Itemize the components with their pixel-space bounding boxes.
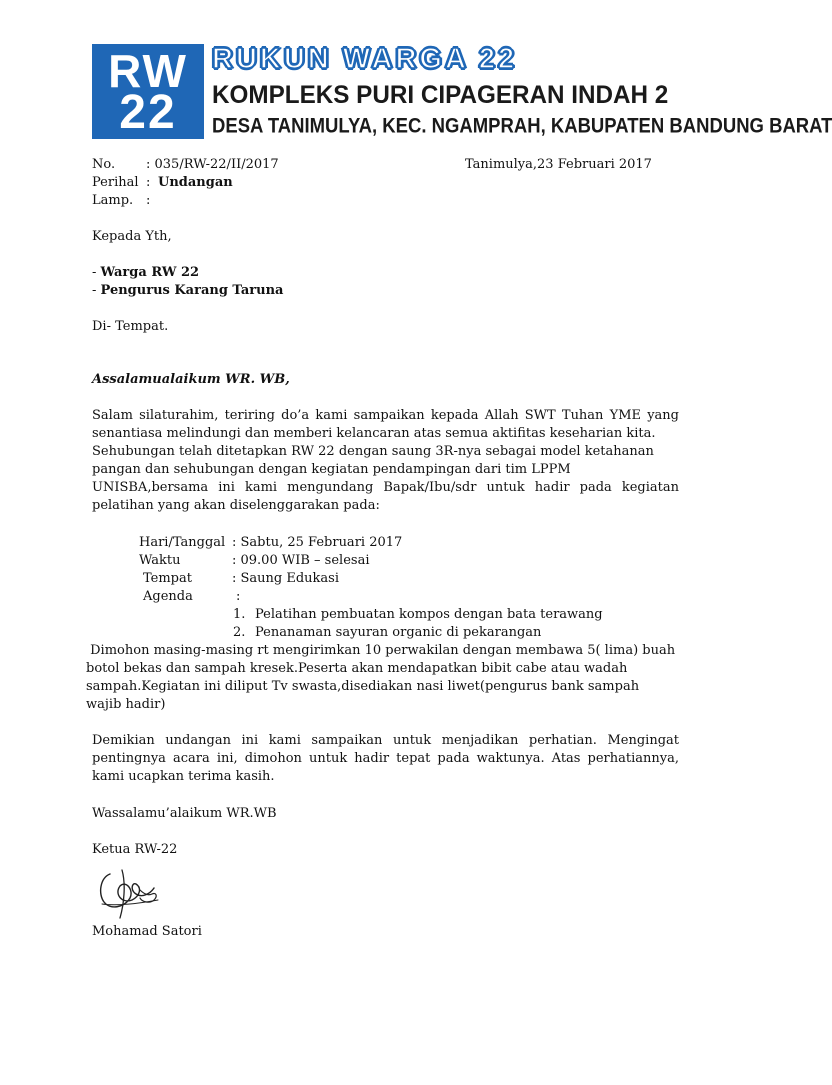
letterhead-address: DESA TANIMULYA, KEC. NGAMPRAH, KABUPATEN BANDUNG BARAT — [212, 113, 832, 138]
agenda-item-text: Pelatihan pembuatan kompos dengan bata terawang — [255, 607, 603, 622]
paragraph-line: Sehubungan telah ditetapkan RW 22 dengan saung 3R-nya sebagai model ketahanan — [92, 444, 654, 459]
paragraph-line: pentingnya acara ini, dimohon untuk hadir tepat pada waktunya. Atas perhatiannya, — [92, 751, 679, 766]
agenda-item-number: 2. — [233, 625, 246, 640]
logo-number-text: 22 — [119, 86, 177, 139]
paragraph-line: kami ucapkan terima kasih. — [92, 769, 275, 784]
paragraph-line: senantiasa melindungi dan memberi kelancaran atas semua aktifitas keseharian kita. — [92, 426, 656, 441]
paragraph-line: sampah.Kegiatan ini diliput Tv swasta,disediakan nasi liwet(pengurus bank sampah — [86, 679, 640, 694]
subject-separator: : — [146, 175, 151, 190]
paragraph-line: UNISBA,bersama ini kami mengundang Bapak/Ibu/sdr untuk hadir pada kegiatan — [92, 480, 679, 495]
recipient-prefix: - — [92, 283, 101, 298]
recipient-name: Warga RW 22 — [100, 265, 200, 280]
paragraph-line: pangan dan sehubungan dengan kegiatan pendampingan dari tim LPPM — [92, 462, 571, 477]
paragraph-line: Demikian undangan ini kami sampaikan untuk menjadikan perhatian. Mengingat — [92, 733, 679, 748]
paragraph-line: wajib hadir) — [86, 697, 166, 712]
recipient-item — [92, 264, 199, 282]
agenda-item-number: 1. — [233, 607, 246, 622]
signature-image — [96, 864, 162, 920]
attachment-label: Lamp. — [92, 193, 134, 208]
paragraph-line: pelatihan yang akan diselenggarakan pada: — [92, 498, 380, 513]
event-agenda-label: Agenda — [143, 589, 193, 604]
event-agenda-separator: : — [236, 589, 241, 604]
event-place-label: Tempat — [143, 571, 192, 586]
number-value: : 035/RW-22/II/2017 — [146, 157, 279, 172]
paragraph-line: botol bekas dan sampah kresek.Peserta akan mendapatkan bibit cabe atau wadah — [86, 661, 628, 676]
closing-paragraph — [92, 732, 679, 786]
request-paragraph — [86, 642, 684, 714]
recipient-location: Di- Tempat. — [92, 319, 169, 334]
signer-name: Mohamad Satori — [92, 924, 202, 939]
recipient-name: Pengurus Karang Taruna — [100, 283, 284, 298]
subject-value: Undangan — [158, 175, 233, 190]
agenda-item — [233, 624, 603, 642]
event-date-label: Hari/Tanggal — [139, 535, 226, 550]
recipient-salutation: Kepada Yth, — [92, 229, 172, 244]
logo-rw-text: RW — [108, 45, 188, 97]
attachment-separator: : — [146, 193, 151, 208]
event-time-value: : 09.00 WIB – selesai — [232, 553, 370, 568]
farewell: Wassalamu’alaikum WR.WB — [92, 806, 277, 821]
recipient-prefix: - — [92, 265, 101, 280]
number-label: No. — [92, 157, 116, 172]
event-place-value: : Saung Edukasi — [232, 571, 340, 586]
paragraph-line: Salam silaturahim, teriring do’a kami sampaikan kepada Allah SWT Tuhan YME yang — [92, 408, 679, 423]
agenda-item-text: Penanaman sayuran organic di pekarangan — [255, 625, 542, 640]
agenda-list — [233, 606, 603, 642]
rw-logo — [92, 44, 204, 139]
place-date: Tanimulya,23 Februari 2017 — [465, 157, 652, 172]
subject-label: Perihal — [92, 175, 139, 190]
paragraph-line: Dimohon masing-masing rt mengirimkan 10 perwakilan dengan membawa 5( lima) buah — [86, 643, 676, 658]
event-date-value: : Sabtu, 25 Februari 2017 — [232, 535, 403, 550]
event-time-label: Waktu — [139, 553, 181, 568]
recipient-item — [92, 282, 283, 300]
greeting: Assalamualaikum WR. WB, — [92, 372, 290, 387]
intro-paragraph — [92, 407, 679, 515]
signer-title: Ketua RW-22 — [92, 842, 178, 857]
letterhead-complex: KOMPLEKS PURI CIPAGERAN INDAH 2 — [212, 81, 669, 109]
letterhead-org-name: RUKUN WARGA 22 — [212, 43, 518, 75]
agenda-item — [233, 606, 603, 624]
